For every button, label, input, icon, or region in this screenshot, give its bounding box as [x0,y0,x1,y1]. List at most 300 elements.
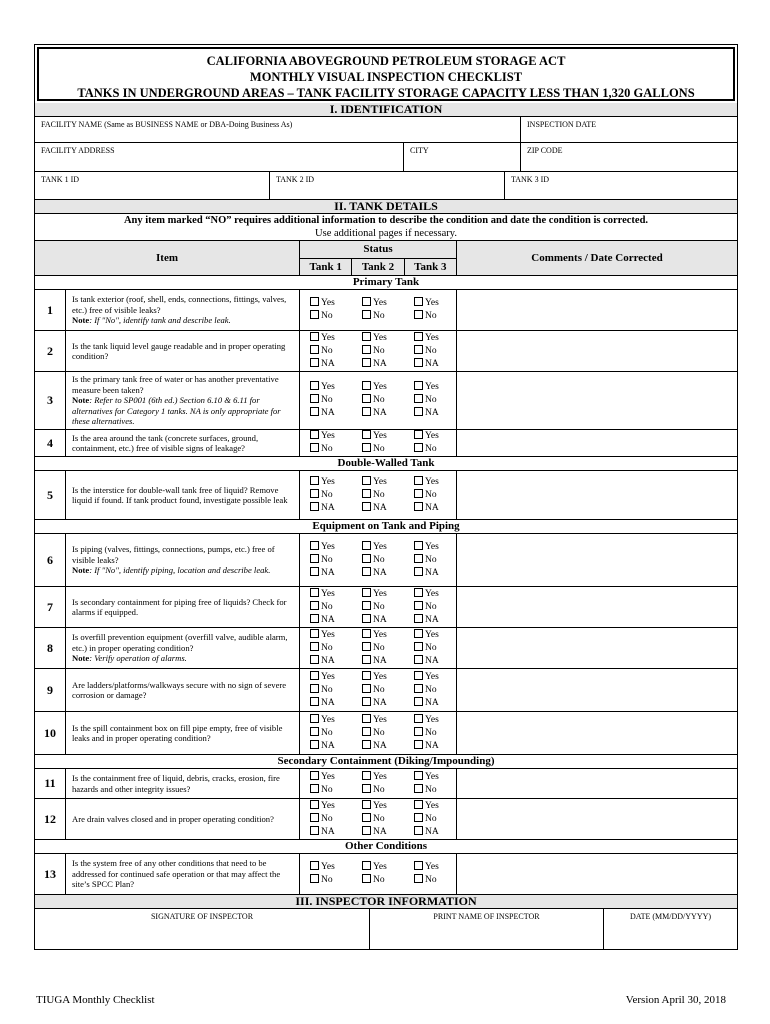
status-option-na[interactable] [414,740,456,753]
checkbox-icon[interactable] [362,784,371,793]
status-option-no[interactable] [310,489,352,502]
checkbox-icon[interactable] [414,443,423,452]
checkbox-icon[interactable] [362,714,371,723]
comments-field[interactable] [456,471,737,519]
checkbox-icon[interactable] [362,874,371,883]
status-option-yes[interactable] [414,861,456,874]
checkbox-icon[interactable] [362,771,371,780]
checkbox-icon[interactable] [414,826,423,835]
checkbox-icon[interactable] [310,800,319,809]
status-option-no[interactable] [362,489,404,502]
checkbox-icon[interactable] [414,476,423,485]
status-option-yes[interactable] [310,541,352,554]
status-option-no[interactable] [362,310,404,323]
checkbox-icon[interactable] [414,784,423,793]
option-label: NA [425,358,439,369]
checkbox-icon[interactable] [310,567,319,576]
status-option-yes[interactable] [362,671,404,684]
option-label: Yes [373,588,387,599]
checkbox-icon[interactable] [414,642,423,651]
status-option-no[interactable] [310,874,352,887]
status-option-no[interactable] [414,394,456,407]
status-option-yes[interactable] [310,629,352,642]
checkbox-icon[interactable] [310,642,319,651]
status-option-yes[interactable] [310,297,352,310]
checkbox-icon[interactable] [310,443,319,452]
status-option-yes[interactable] [310,671,352,684]
checkbox-icon[interactable] [414,588,423,597]
comments-field[interactable] [456,430,737,456]
option-label: NA [425,567,439,578]
status-option-no[interactable] [362,601,404,614]
status-option-yes[interactable] [362,629,404,642]
status-option-na[interactable] [310,740,352,753]
option-label: Yes [425,476,439,487]
checkbox-icon[interactable] [310,554,319,563]
checkbox-icon[interactable] [310,861,319,870]
checkbox-icon[interactable] [362,684,371,693]
option-label: Yes [425,800,439,811]
comments-field[interactable] [456,854,737,894]
status-option-no[interactable] [310,813,352,826]
checkbox-icon[interactable] [414,310,423,319]
status-option-no[interactable] [414,443,456,456]
tank1-id-field[interactable]: TANK 1 ID [41,175,80,184]
status-option-yes[interactable] [414,430,456,443]
status-option-yes[interactable] [414,771,456,784]
checkbox-icon[interactable] [310,614,319,623]
option-label: Yes [321,541,335,552]
item-number: 8 [35,628,66,668]
tank1-status-options [300,372,352,429]
checkbox-icon[interactable] [414,800,423,809]
status-option-no[interactable] [414,813,456,826]
checkbox-icon[interactable] [362,697,371,706]
checkbox-icon[interactable] [414,358,423,367]
status-option-no[interactable] [310,394,352,407]
checkbox-icon[interactable] [414,430,423,439]
checkbox-icon[interactable] [362,358,371,367]
item-note-label: Note [72,653,90,664]
status-option-yes[interactable] [414,332,456,345]
checkbox-icon[interactable] [362,541,371,550]
status-option-yes[interactable] [414,800,456,813]
checkbox-icon[interactable] [362,588,371,597]
table-header [35,241,737,276]
footer-left: TIUGA Monthly Checklist [36,994,155,1006]
tank2-status-options [352,372,404,429]
status-option-yes[interactable] [362,861,404,874]
status-option-no[interactable] [414,310,456,323]
checkbox-icon[interactable] [414,407,423,416]
checkbox-icon[interactable] [310,874,319,883]
facility-name-field[interactable]: FACILITY NAME (Same as BUSINESS NAME or DBA-Doing Business As) [41,120,293,129]
option-label: Yes [425,541,439,552]
status-option-na[interactable] [362,826,404,839]
checkbox-icon[interactable] [414,714,423,723]
status-option-no[interactable] [310,601,352,614]
tank2-status-options [352,669,404,711]
option-label: Yes [321,671,335,682]
checkbox-icon[interactable] [362,394,371,403]
item-note-label: Note [72,565,90,576]
status-option-no[interactable] [310,727,352,740]
comments-field[interactable] [456,628,737,668]
checkbox-icon[interactable] [362,614,371,623]
status-option-no[interactable] [310,554,352,567]
checkbox-icon[interactable] [310,345,319,354]
checkbox-icon[interactable] [414,727,423,736]
checkbox-icon[interactable] [310,407,319,416]
status-option-yes[interactable] [414,297,456,310]
tank3-id-field[interactable]: TANK 3 ID [504,172,737,199]
status-option-no[interactable] [310,345,352,358]
status-option-no[interactable] [310,684,352,697]
status-option-no[interactable] [362,394,404,407]
facility-address-field[interactable]: FACILITY ADDRESS [41,146,115,155]
comments-field[interactable] [456,769,737,798]
status-option-yes[interactable] [362,381,404,394]
checkbox-icon[interactable] [310,381,319,390]
status-option-na[interactable] [414,614,456,627]
status-option-na[interactable] [310,697,352,710]
checkbox-icon[interactable] [362,381,371,390]
checkbox-icon[interactable] [414,502,423,511]
col-item: Item [35,241,300,275]
status-option-yes[interactable] [414,588,456,601]
checkbox-icon[interactable] [310,813,319,822]
status-option-yes[interactable] [362,800,404,813]
checkbox-icon[interactable] [362,407,371,416]
checkbox-icon[interactable] [362,671,371,680]
checkbox-icon[interactable] [362,443,371,452]
option-label: NA [321,697,335,708]
option-label: No [321,784,333,795]
checkbox-icon[interactable] [414,655,423,664]
comments-field[interactable] [456,331,737,371]
checkbox-icon[interactable] [310,671,319,680]
status-option-yes[interactable] [362,771,404,784]
comments-field[interactable] [456,372,737,429]
category-secondary: Secondary Containment (Diking/Impounding) [35,755,737,769]
status-option-na[interactable] [362,407,404,420]
checkbox-icon[interactable] [310,332,319,341]
status-option-na[interactable] [414,697,456,710]
comments-field[interactable] [456,712,737,754]
checkbox-icon[interactable] [414,629,423,638]
status-option-no[interactable] [414,727,456,740]
city-field[interactable]: CITY [403,143,520,171]
footer-right: Version April 30, 2018 [625,994,726,1006]
checkbox-icon[interactable] [362,502,371,511]
status-option-no[interactable] [414,489,456,502]
comments-field[interactable] [456,587,737,627]
status-option-no[interactable] [414,642,456,655]
tank3-status-options [404,471,456,519]
item-note-label: Note [72,315,90,326]
option-label: Yes [373,771,387,782]
checkbox-icon[interactable] [310,541,319,550]
status-option-na[interactable] [310,358,352,371]
option-label: Yes [321,588,335,599]
identification-heading: I. IDENTIFICATION [35,103,737,117]
checkbox-icon[interactable] [414,489,423,498]
checkbox-icon[interactable] [310,697,319,706]
inspection-date-field[interactable]: INSPECTION DATE [520,117,737,142]
checkbox-icon[interactable] [310,502,319,511]
status-option-na[interactable] [362,655,404,668]
checkbox-icon[interactable] [414,567,423,576]
option-label: Yes [373,476,387,487]
checkbox-icon[interactable] [362,800,371,809]
status-option-yes[interactable] [310,714,352,727]
category-double: Double-Walled Tank [35,457,737,471]
option-label: NA [321,358,335,369]
checkbox-icon[interactable] [362,655,371,664]
checkbox-icon[interactable] [310,771,319,780]
print-name-field[interactable]: PRINT NAME OF INSPECTOR [369,909,603,949]
comments-field[interactable] [456,669,737,711]
checkbox-icon[interactable] [310,629,319,638]
status-option-yes[interactable] [310,332,352,345]
status-option-no[interactable] [362,727,404,740]
checkbox-icon[interactable] [310,358,319,367]
checkbox-icon[interactable] [362,476,371,485]
option-label: NA [425,502,439,513]
option-label: No [373,875,385,885]
checkbox-icon[interactable] [362,345,371,354]
option-label: No [373,684,385,695]
status-option-na[interactable] [362,740,404,753]
status-option-na[interactable] [310,502,352,515]
checkbox-icon[interactable] [362,629,371,638]
tank1-status-options [300,769,352,798]
status-option-yes[interactable] [310,381,352,394]
option-label: NA [373,655,387,666]
status-option-yes[interactable] [362,332,404,345]
checkbox-icon[interactable] [414,671,423,680]
status-option-yes[interactable] [310,800,352,813]
status-option-yes[interactable] [414,714,456,727]
status-option-no[interactable] [362,874,404,887]
checkbox-icon[interactable] [310,826,319,835]
option-label: Yes [373,382,387,392]
option-label: NA [321,614,335,625]
checkbox-icon[interactable] [362,601,371,610]
status-option-yes[interactable] [414,671,456,684]
checkbox-icon[interactable] [362,861,371,870]
tank2-status-options [352,628,404,668]
option-label: Yes [425,332,439,343]
checkbox-icon[interactable] [310,430,319,439]
status-option-yes[interactable] [310,861,352,874]
checklist-item-row [35,471,737,520]
option-label: Yes [425,862,439,872]
checkbox-icon[interactable] [362,310,371,319]
checkbox-icon[interactable] [310,310,319,319]
checkbox-icon[interactable] [414,297,423,306]
checkbox-icon[interactable] [414,684,423,693]
option-label: Yes [321,629,335,640]
tank3-status-options [404,854,456,894]
status-option-na[interactable] [310,826,352,839]
checkbox-icon[interactable] [414,861,423,870]
checkbox-icon[interactable] [362,740,371,749]
status-option-na[interactable] [414,502,456,515]
status-option-no[interactable] [414,874,456,887]
checkbox-icon[interactable] [310,740,319,749]
tank2-status-options [352,331,404,371]
status-option-na[interactable] [362,502,404,515]
tank2-status-options [352,854,404,894]
status-option-yes[interactable] [310,771,352,784]
item-note [72,653,295,664]
status-option-yes[interactable] [414,629,456,642]
tank2-id-field[interactable]: TANK 2 ID [269,172,504,199]
checkbox-icon[interactable] [414,601,423,610]
date-field[interactable]: DATE (MM/DD/YYYY) [603,909,737,949]
status-option-no[interactable] [414,684,456,697]
checkbox-icon[interactable] [362,332,371,341]
status-option-na[interactable] [310,614,352,627]
checkbox-icon[interactable] [414,345,423,354]
status-option-yes[interactable] [414,541,456,554]
status-option-yes[interactable] [310,588,352,601]
checkbox-icon[interactable] [414,541,423,550]
status-option-yes[interactable] [362,430,404,443]
status-option-no[interactable] [310,784,352,797]
status-option-yes[interactable] [362,476,404,489]
checkbox-icon[interactable] [414,554,423,563]
status-option-no[interactable] [310,642,352,655]
option-label: No [425,727,437,738]
checkbox-icon[interactable] [362,567,371,576]
comments-field[interactable] [456,290,737,330]
checkbox-icon[interactable] [362,297,371,306]
status-option-no[interactable] [362,443,404,456]
checkbox-icon[interactable] [414,813,423,822]
status-option-no[interactable] [362,813,404,826]
checkbox-icon[interactable] [414,332,423,341]
option-label: NA [373,358,387,369]
status-option-no[interactable] [310,443,352,456]
status-option-na[interactable] [414,655,456,668]
status-option-no[interactable] [362,684,404,697]
note-plain: Use additional pages if necessary. [315,228,457,239]
checkbox-icon[interactable] [310,394,319,403]
checkbox-icon[interactable] [310,588,319,597]
checkbox-icon[interactable] [414,381,423,390]
comments-field[interactable] [456,534,737,586]
zip-code-field[interactable]: ZIP CODE [520,143,737,171]
status-option-no[interactable] [414,601,456,614]
status-option-na[interactable] [362,358,404,371]
status-option-na[interactable] [362,697,404,710]
status-option-no[interactable] [414,554,456,567]
checkbox-icon[interactable] [362,489,371,498]
checkbox-icon[interactable] [362,642,371,651]
tank3-status-options [404,587,456,627]
checkbox-icon[interactable] [310,297,319,306]
status-option-na[interactable] [310,407,352,420]
checkbox-icon[interactable] [414,614,423,623]
status-option-yes[interactable] [310,476,352,489]
option-label: No [425,813,437,824]
status-option-yes[interactable] [362,588,404,601]
checklist-item-row [35,854,737,895]
title-line-3: TANKS IN UNDERGROUND AREAS – TANK FACILITY STORAGE CAPACITY LESS THAN 1,320 GALLONS [77,86,695,100]
status-option-no[interactable] [362,554,404,567]
status-option-na[interactable] [414,567,456,580]
checkbox-icon[interactable] [362,554,371,563]
status-option-na[interactable] [310,655,352,668]
status-option-na[interactable] [310,567,352,580]
checkbox-icon[interactable] [414,394,423,403]
status-option-na[interactable] [414,826,456,839]
checkbox-icon[interactable] [362,826,371,835]
checkbox-icon[interactable] [310,489,319,498]
checkbox-icon[interactable] [310,476,319,485]
status-option-no[interactable] [310,310,352,323]
checkbox-icon[interactable] [310,727,319,736]
option-label: NA [373,826,387,837]
option-label: Yes [373,629,387,640]
comments-field[interactable] [456,799,737,839]
status-option-yes[interactable] [362,714,404,727]
checkbox-icon[interactable] [362,813,371,822]
checkbox-icon[interactable] [310,714,319,723]
option-label: No [321,642,333,653]
status-option-yes[interactable] [362,297,404,310]
status-option-no[interactable] [362,642,404,655]
status-option-na[interactable] [362,567,404,580]
status-option-no[interactable] [414,345,456,358]
checkbox-icon[interactable] [310,601,319,610]
status-option-yes[interactable] [362,541,404,554]
option-label: No [425,345,437,356]
option-label: NA [373,502,387,513]
status-option-yes[interactable] [414,476,456,489]
checkbox-icon[interactable] [414,740,423,749]
option-label: NA [425,697,439,708]
status-option-na[interactable] [362,614,404,627]
status-option-na[interactable] [414,407,456,420]
checkbox-icon[interactable] [310,655,319,664]
checkbox-icon[interactable] [414,771,423,780]
status-option-no[interactable] [414,784,456,797]
item-question [66,372,300,429]
checkbox-icon[interactable] [362,430,371,439]
checkbox-icon[interactable] [414,697,423,706]
checkbox-icon[interactable] [310,784,319,793]
status-option-no[interactable] [362,784,404,797]
signature-field[interactable]: SIGNATURE OF INSPECTOR [150,912,254,921]
status-option-yes[interactable] [414,381,456,394]
checkbox-icon[interactable] [310,684,319,693]
checklist-form [34,44,738,950]
tank3-status-options [404,331,456,371]
option-label: No [321,601,333,612]
status-option-no[interactable] [362,345,404,358]
tank3-status-options [404,534,456,586]
checkbox-icon[interactable] [362,727,371,736]
option-label: NA [321,408,335,418]
item-note-text: : If "No", identify tank and describe leak. [89,315,231,326]
status-option-yes[interactable] [310,430,352,443]
status-option-na[interactable] [414,358,456,371]
checkbox-icon[interactable] [414,874,423,883]
tank3-status-options [404,372,456,429]
